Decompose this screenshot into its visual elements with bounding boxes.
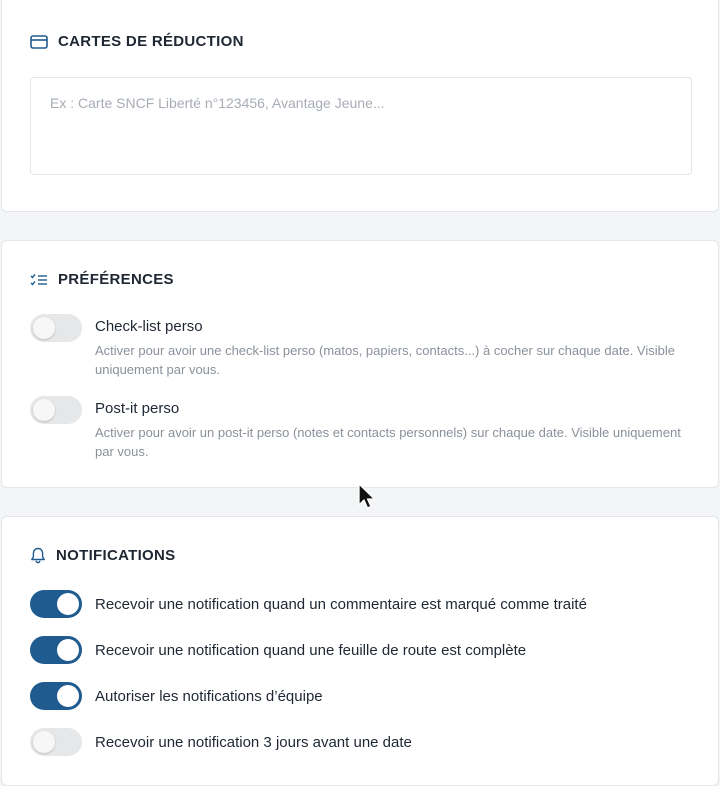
checklist-perso-toggle[interactable]	[30, 314, 82, 342]
preferences-header	[30, 271, 174, 288]
toggle-knob	[57, 639, 79, 661]
notif-roadmap-complete-label: Recevoir une notification quand une feuille de route est complète	[95, 642, 527, 659]
toggle-knob	[33, 317, 55, 339]
postit-perso-label: Post-it perso	[95, 400, 180, 417]
postit-perso-toggle[interactable]	[30, 396, 82, 424]
postit-perso-description: Activer pour avoir un post-it perso (notes et contacts personnels) sur chaque date. Visible uniquement par vous.	[95, 425, 681, 459]
notifications-section	[1, 516, 719, 786]
notifications-header	[30, 547, 175, 564]
notif-roadmap-complete-toggle[interactable]	[30, 636, 82, 664]
checklist-perso-description: Activer pour avoir une check-list perso (matos, papiers, contacts...) à cocher sur chaque date. Visible uniquement par vous.	[95, 343, 675, 377]
bell-icon	[30, 547, 46, 564]
notifications-title: NOTIFICATIONS	[56, 547, 176, 564]
toggle-knob	[33, 731, 55, 753]
discount-cards-header	[30, 33, 244, 50]
notif-comment-treated-label: Recevoir une notification quand un commentaire est marqué comme traité	[95, 596, 587, 613]
discount-cards-section	[1, 0, 719, 212]
preferences-title: PRÉFÉRENCES	[58, 271, 174, 288]
discount-cards-input[interactable]	[30, 77, 692, 175]
notif-3-days-toggle[interactable]	[30, 728, 82, 756]
mouse-cursor-icon	[358, 483, 378, 516]
notif-team-label: Autoriser les notifications d’équipe	[95, 688, 323, 705]
notif-3-days-label: Recevoir une notification 3 jours avant une date	[95, 734, 412, 751]
toggle-knob	[57, 685, 79, 707]
notif-comment-treated-toggle[interactable]	[30, 590, 82, 618]
notif-team-toggle[interactable]	[30, 682, 82, 710]
discount-cards-title: CARTES DE RÉDUCTION	[58, 33, 244, 50]
toggle-knob	[33, 399, 55, 421]
checklist-icon	[30, 273, 48, 287]
checklist-perso-label: Check-list perso	[95, 318, 203, 335]
toggle-knob	[57, 593, 79, 615]
preferences-section	[1, 240, 719, 488]
credit-card-icon	[30, 35, 48, 49]
